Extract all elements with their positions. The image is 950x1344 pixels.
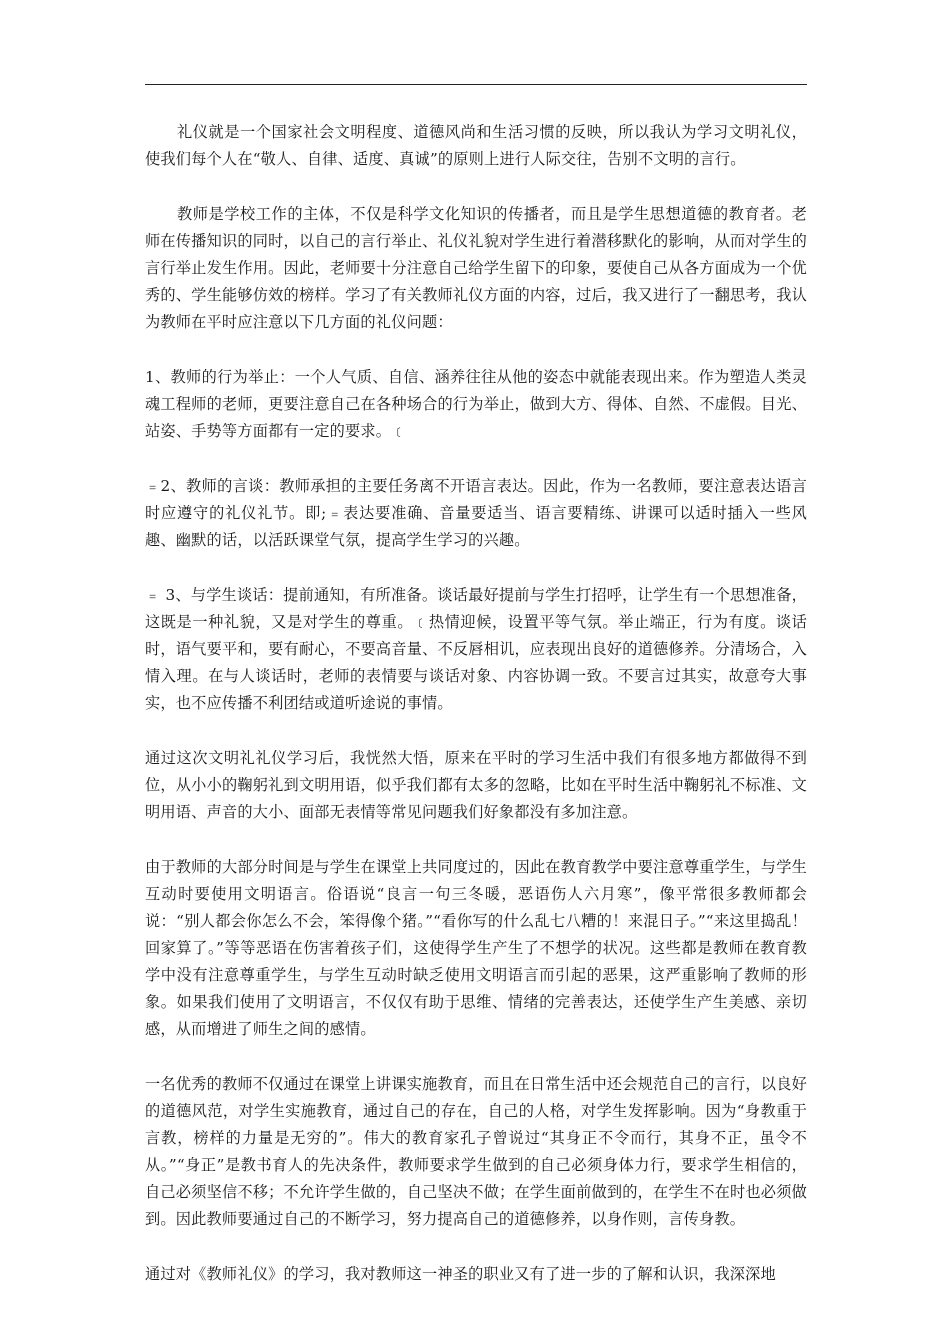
paragraph-teacher-role: 教师是学校工作的主体，不仅是科学文化知识的传播者，而且是学生思想道德的教育者。老师在传播知识的同时，以自己的言行举止、礼仪礼貌对学生进行着潜移默化的影响，从而对学生的言行举止发生作用。因此，老师要十分注意自己给学生留下的印象，要使自己从各方面成为一个优秀的、学生能够仿效的榜样。学习了有关教师礼仪方面的内容，过后，我又进行了一翻思考，我认为教师在平时应注意以下几方面的礼仪问题： [145, 205, 807, 331]
header-rule [145, 84, 807, 85]
paragraph-conclusion: 通过对《教师礼仪》的学习，我对教师这一神圣的职业又有了进一步的了解和认识，我深深地 [145, 1265, 776, 1283]
paragraph-lead-by-example: 一名优秀的教师不仅通过在课堂上讲课实施教育，而且在日常生活中还会规范自己的言行，以良好的道德风范，对学生实施教育，通过自己的存在，自己的人格，对学生发挥影响。因为“身教重于言教，榜样的力量是无穷的”。伟大的教育家孔子曾说过“其身正不令而行，其身不正，虽令不从。”“身正”是教书育人的先决条件，教师要求学生做到的自己必须身体力行，要求学生相信的，自己必须坚信不移；不允许学生做的，自己坚决不做；在学生面前做到的，在学生不在时也必须做到。因此教师要通过自己的不断学习，努力提高自己的道德修养，以身作则，言传身教。 [145, 1075, 807, 1228]
paragraph-item-3: ﹦ 3、与学生谈话：提前通知，有所准备。谈话最好提前与学生打招呼，让学生有一个思想准备，这既是一种礼貌，又是对学生的尊重。﹝热情迎候，设置平等气氛。举止端正，行为有度。谈话时，语气要平和，要有耐心，不要高音量、不反唇相讥，应表现出良好的道德修养。分清场合，入情入理。在与人谈话时，老师的表情要与谈话对象、内容协调一致。不要言过其实，故意夸大事实，也不应传播不利团结或道听途说的事情。 [145, 586, 807, 712]
paragraph-item-1: 1、教师的行为举止：一个人气质、自信、涵养往往从他的姿态中就能表现出来。作为塑造人类灵魂工程师的老师，更要注意自己在各种场合的行为举止，做到大方、得体、自然、不虚假。目光、站姿、手势等方面都有一定的要求。﹝ [145, 368, 807, 440]
paragraph-respect-students: 由于教师的大部分时间是与学生在课堂上共同度过的，因此在教育教学中要注意尊重学生，与学生互动时要使用文明语言。俗语说“良言一句三冬暖，恶语伤人六月寒”，像平常很多教师都会说：“别人都会你怎么不会，笨得像个猪。”“看你写的什么乱七八糟的！来混日子。”“来这里捣乱！回家算了。”等等恶语在伤害着孩子们，这使得学生产生了不想学的状况。这些都是教师在教育教学中没有注意尊重学生，与学生互动时缺乏使用文明语言而引起的恶果，这严重影响了教师的形象。如果我们使用了文明语言，不仅仅有助于思维、情绪的完善表达，还使学生产生美感、亲切感，从而增进了师生之间的感情。 [145, 858, 807, 1038]
paragraph-intro: 礼仪就是一个国家社会文明程度、道德风尚和生活习惯的反映，所以我认为学习文明礼仪，使我们每个人在“敬人、自律、适度、真诚”的原则上进行人际交往，告别不文明的言行。 [145, 123, 807, 168]
document-page [145, 0, 807, 1344]
paragraph-item-2: ﹦2、教师的言谈：教师承担的主要任务离不开语言表达。因此，作为一名教师，要注意表达语言时应遵守的礼仪礼节。即;﹦表达要准确、音量要适当、语言要精练、讲课可以适时插入一些风趣、幽默的话，以活跃课堂气氛，提高学生学习的兴趣。 [145, 477, 807, 549]
paragraph-reflection: 通过这次文明礼礼仪学习后，我恍然大悟，原来在平时的学习生活中我们有很多地方都做得不到位，从小小的鞠躬礼到文明用语，似乎我们都有太多的忽略，比如在平时生活中鞠躬礼不标准、文明用语、声音的大小、面部无表情等常见问题我们好象都没有多加注意。 [145, 749, 807, 821]
document-body [145, 119, 807, 1288]
